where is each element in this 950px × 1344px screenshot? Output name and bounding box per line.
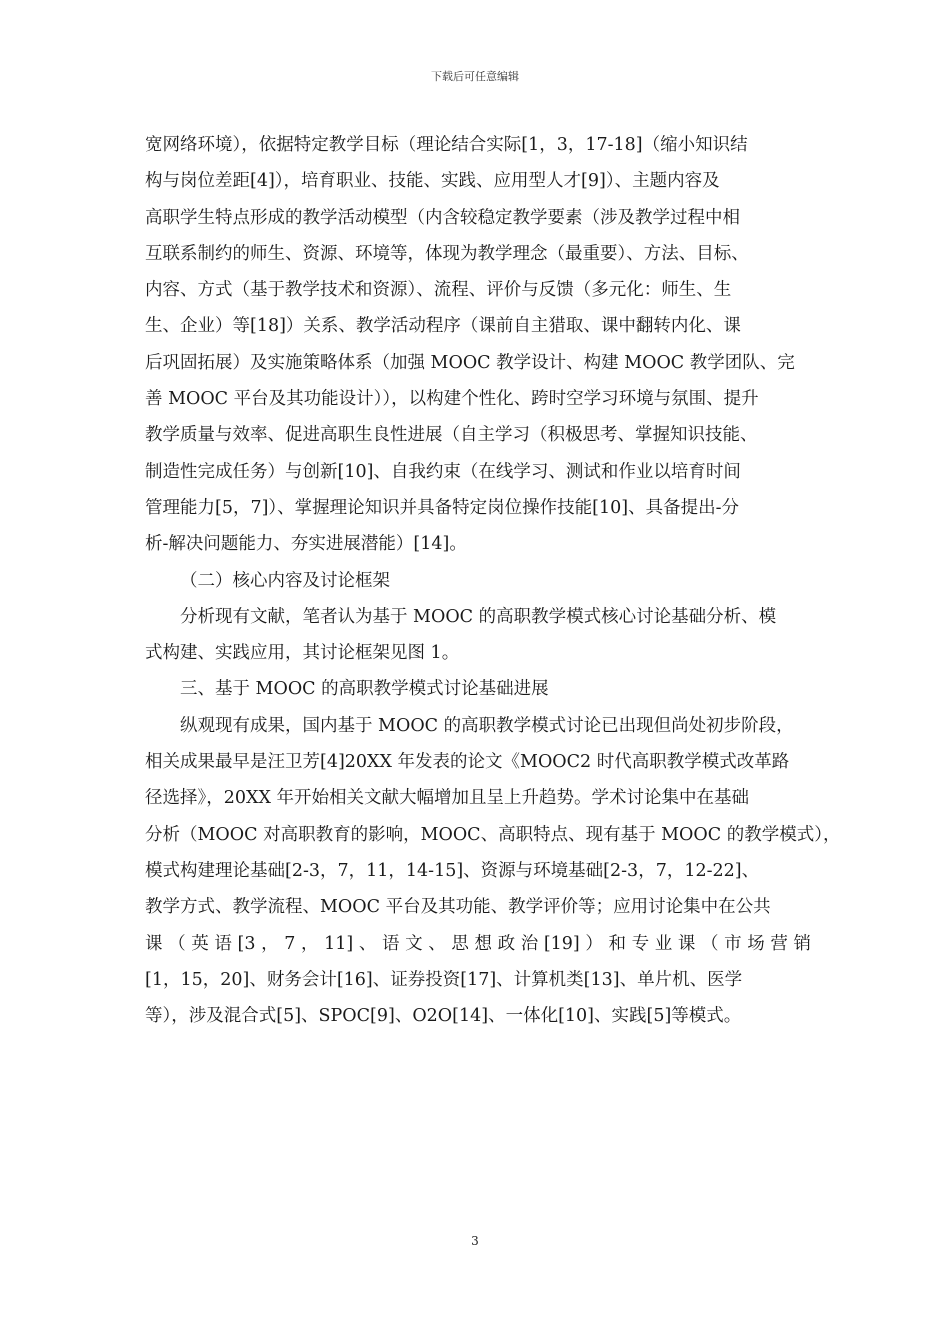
section-heading: 三、基于 MOOC 的高职教学模式讨论基础进展 [180, 679, 549, 700]
body-line: 后巩固拓展）及实施策略体系（加强 MOOC 教学设计、构建 MOOC 教学团队、完 [145, 352, 795, 373]
page-number: 3 [471, 1234, 479, 1248]
page-header: 下载后可任意编辑 [431, 70, 519, 83]
body-line: 课（英语[3，7，11]、语文、思想政治[19]）和专业课（市场营销 [145, 933, 811, 954]
body-line: 等），涉及混合式[5]、SPOC[9]、O2O[14]、一体化[10]、实践[5]等模式。 [145, 1006, 742, 1027]
body-line: 善 MOOC 平台及其功能设计）），以构建个性化、跨时空学习环境与氛围、提升 [145, 389, 759, 410]
body-line: 互联系制约的师生、资源、环境等，体现为教学理念（最重要）、方法、目标、 [145, 243, 749, 264]
document-body [145, 127, 841, 1034]
body-line: 模式构建理论基础[2-3，7，11，14-15]、资源与环境基础[2-3，7，12-22]、 [145, 860, 760, 881]
body-line: 管理能力[5，7]）、掌握理论知识并具备特定岗位操作技能[10]、具备提出-分 [145, 497, 740, 518]
body-line: 分析（MOOC 对高职教育的影响，MOOC、高职特点、现有基于 MOOC 的教学模式）， [145, 824, 841, 845]
section-heading: （二）核心内容及讨论框架 [180, 570, 390, 591]
body-line: 式构建、实践应用，其讨论框架见图 1。 [145, 643, 460, 664]
body-line: [1，15，20]、财务会计[16]、证券投资[17]、计算机类[13]、单片机、医学 [145, 969, 743, 990]
body-line: 内容、方式（基于教学技术和资源）、流程、评价与反馈（多元化：师生、生 [145, 280, 732, 301]
body-line: 构与岗位差距[4]），培育职业、技能、实践、应用型人才[9]）、主题内容及 [145, 171, 720, 192]
body-line: 制造性完成任务）与创新[10]、自我约束（在线学习、测试和作业以培育时间 [145, 461, 741, 482]
body-line: 相关成果最早是汪卫芳[4]20XX 年发表的论文《MOOC2 时代高职教学模式改革路 [145, 752, 790, 773]
body-line: 教学方式、教学流程、MOOC 平台及其功能、教学评价等；应用讨论集中在公共 [145, 897, 771, 918]
body-line: 析-解决问题能力、夯实进展潜能）[14]。 [145, 534, 467, 555]
body-line: 高职学生特点形成的教学活动模型（内含较稳定教学要素（涉及教学过程中相 [145, 207, 740, 228]
body-line: 径选择》，20XX 年开始相关文献大幅增加且呈上升趋势。学术讨论集中在基础 [145, 788, 749, 809]
body-line: 纵观现有成果，国内基于 MOOC 的高职教学模式讨论已出现但尚处初步阶段， [180, 715, 794, 736]
body-line: 教学质量与效率、促进高职生良性进展（自主学习（积极思考、掌握知识技能、 [145, 425, 758, 446]
body-line: 分析现有文献，笔者认为基于 MOOC 的高职教学模式核心讨论基础分析、模 [180, 606, 777, 627]
body-line: 宽网络环境），依据特定教学目标（理论结合实际[1，3，17-18]（缩小知识结 [145, 135, 748, 155]
body-line: 生、企业）等[18]）关系、教学活动程序（课前自主猎取、课中翻转内化、课 [145, 316, 741, 337]
